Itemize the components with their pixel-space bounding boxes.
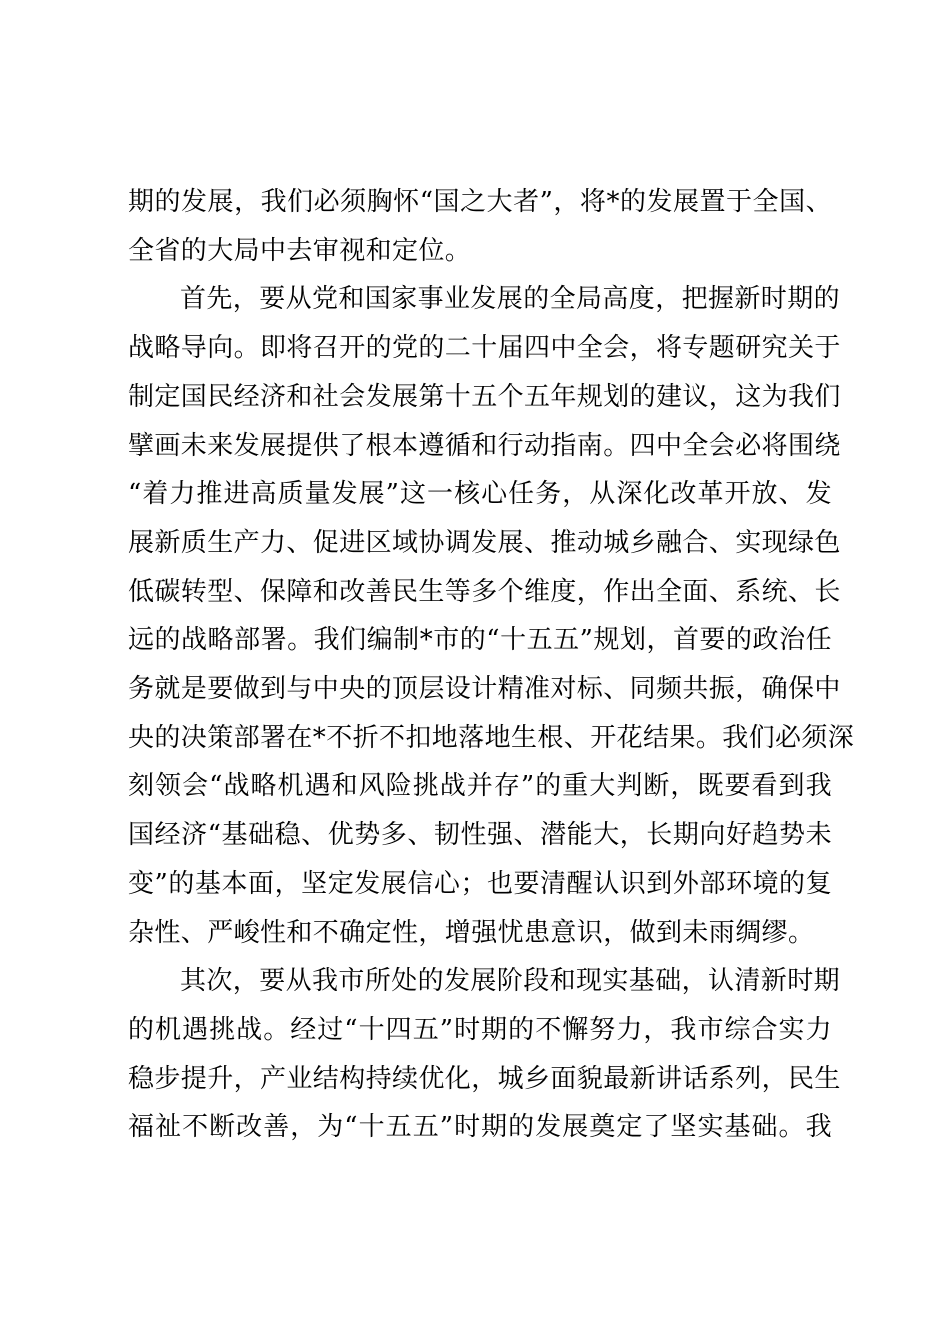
text-line-content: 其次，要从我市所处的发展阶段和现实基础，认清新时期 xyxy=(180,966,841,997)
text-line: 杂性、严峻性和不确定性，增强忧患意识，做到未雨绸缪。 xyxy=(128,917,815,948)
paragraph-second xyxy=(128,957,841,1152)
text-line: 全省的大局中去审视和定位。 xyxy=(128,235,472,266)
body-text xyxy=(128,178,855,1152)
text-line: 央的决策部署在*不折不扣地落地生根、开花结果。我们必须深 xyxy=(128,722,855,753)
text-line: “着力推进高质量发展”这一核心任务，从深化改革开放、发 xyxy=(128,479,832,510)
text-line: 远的战略部署。我们编制*市的“十五五”规划，首要的政治任 xyxy=(128,625,832,656)
text-line: 稳步提升，产业结构持续优化，城乡面貌最新讲话系列，民生 xyxy=(128,1063,841,1094)
text-line: 的机遇挑战。经过“十四五”时期的不懈努力，我市综合实力 xyxy=(128,1014,832,1045)
text-line: 低碳转型、保障和改善民生等多个维度，作出全面、系统、长 xyxy=(128,576,841,607)
text-line: 务就是要做到与中央的顶层设计精准对标、同频共振，确保中 xyxy=(128,674,841,705)
text-line: 福祉不断改善，为“十五五”时期的发展奠定了坚实基础。我 xyxy=(128,1112,832,1143)
text-line: 国经济“基础稳、优势多、韧性强、潜能大，长期向好趋势未 xyxy=(128,820,832,851)
paragraph-first xyxy=(128,275,855,957)
text-line xyxy=(128,957,841,1006)
text-line: 制定国民经济和社会发展第十五个五年规划的建议，这为我们 xyxy=(128,381,841,412)
text-line-content: 首先，要从党和国家事业发展的全局高度，把握新时期的 xyxy=(180,284,841,315)
text-line: 展新质生产力、促进区域协调发展、推动城乡融合、实现绿色 xyxy=(128,527,841,558)
paragraph-continuation xyxy=(128,178,832,275)
text-line: 战略导向。即将召开的党的二十届四中全会，将专题研究关于 xyxy=(128,333,841,364)
text-line: 刻领会“战略机遇和风险挑战并存”的重大判断，既要看到我 xyxy=(128,771,832,802)
text-line: 擘画未来发展提供了根本遵循和行动指南。四中全会必将围绕 xyxy=(128,430,841,461)
text-line xyxy=(128,275,841,324)
text-line: 变”的基本面，坚定发展信心；也要清醒认识到外部环境的复 xyxy=(128,868,832,899)
text-line: 期的发展，我们必须胸怀“国之大者”，将*的发展置于全国、 xyxy=(128,187,832,217)
